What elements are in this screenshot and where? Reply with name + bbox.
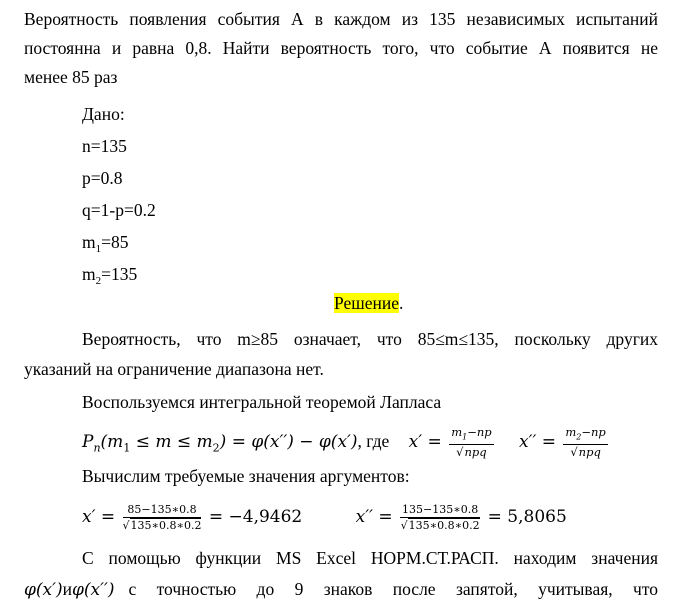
argument-formulas: x′ = $\frac{85-135∗0.8}{√135∗0.8∗0.2}$ = −4,9462 x′′ = $\frac{135-135∗0.8}{√135∗0.8∗0.2}$ = 5,8065 [82,503,567,532]
given-q: q=1-p=0.2 [82,200,156,220]
solution-para1-line1: Вероятность, что m≥85 означает, что 85≤m≤135, поскольку других [82,329,658,349]
solution-heading: Решение. [334,293,404,313]
given-m2: $m_2=135$ [82,264,138,287]
laplace-formula: $P_n(m_1 \le m \le m_2) = \varphi(x'') - \varphi(x')$, где x′ = $\frac{m_1-np}{\text{√npq}}$ x′′ = $\frac{m_2-np}{\text{√npq}}$ [82,425,606,460]
solution-para2: Воспользуемся интегральной теоремой Лапласа [82,392,442,412]
problem-line-3: менее 85 раз [24,67,118,87]
solution-para4-line1: С помощью функции MS Excel НОРМ.СТ.РАСП. находим значения [82,548,658,568]
problem-line-1: Вероятность появления события А в каждом из 135 независимых испытаний [24,9,658,29]
solution-para1-line2: указаний на ограничение диапазона нет. [24,359,324,379]
given-p: p=0.8 [82,168,123,188]
solution-para3: Вычислим требуемые значения аргументов: [82,466,410,486]
problem-line-2: постоянна и равна 0,8. Найти вероятность того, что событие А появится не [24,38,658,58]
given-title: Дано: [82,104,125,124]
given-m1: $m_1=85$ [82,232,129,255]
given-n: n=135 [82,136,127,156]
solution-para4-line2: φ(x′) и φ(x′′) с точностью до 9 знаков после запятой, учитывая, что [24,579,658,600]
